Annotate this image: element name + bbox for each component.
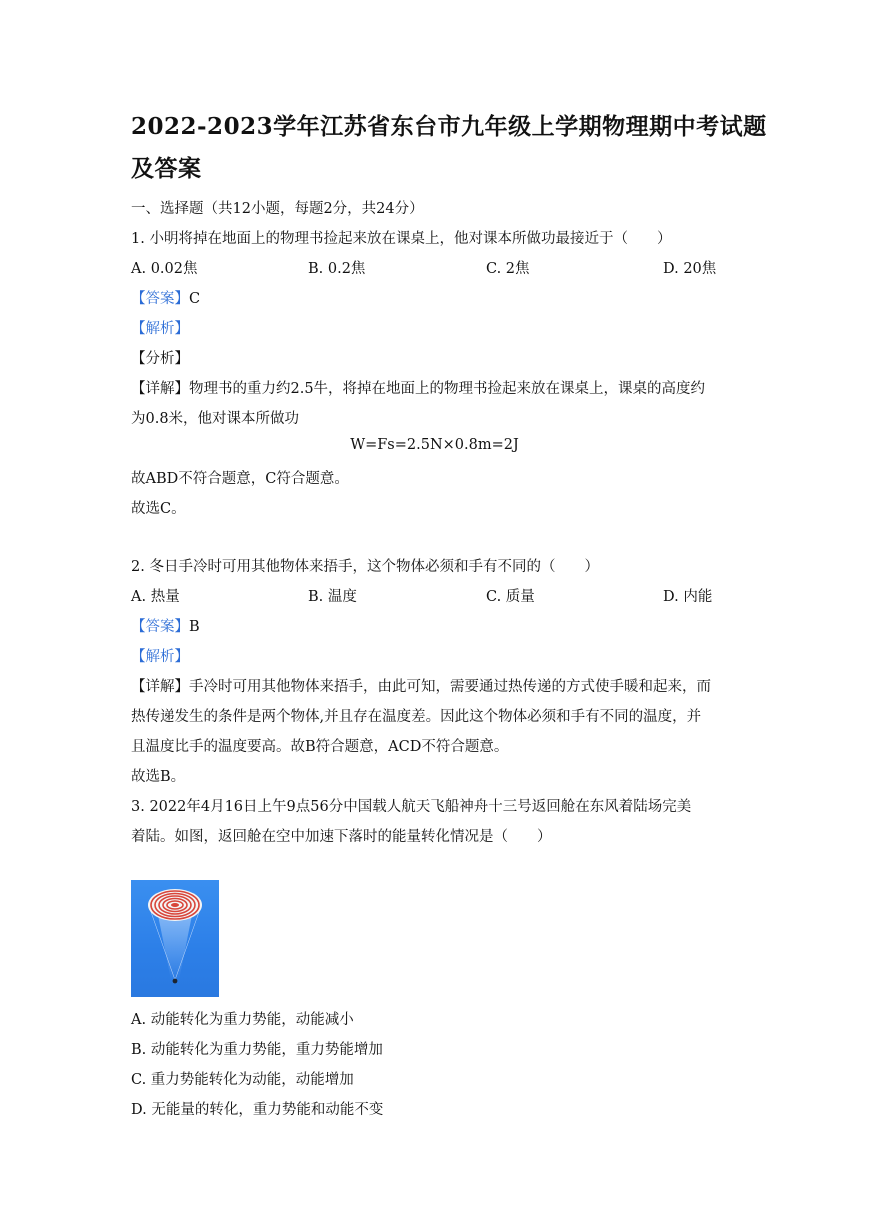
q1-option-d: D. 20焦	[663, 261, 717, 277]
q2-choose: 故选B。	[131, 769, 186, 785]
q3-stem: 着陆。如图，返回舱在空中加速下落时的能量转化情况是（ ）	[131, 829, 552, 845]
q2-option-c: C. 质量	[486, 589, 535, 605]
answer-value: C	[189, 291, 201, 307]
q2-detail-line: 且温度比手的温度要高。故B符合题意，ACD不符合题意。	[131, 739, 509, 755]
parachute-illustration	[131, 880, 219, 997]
q1-detail-line: 为0.8米，他对课本所做功	[131, 411, 300, 427]
q2-analysis-tag: 【解析】	[131, 649, 189, 665]
q3-option-b: B. 动能转化为重力势能，重力势能增加	[131, 1042, 383, 1058]
answer-value: B	[189, 619, 200, 635]
q1-option-c: C. 2焦	[486, 261, 530, 277]
q2-option-d: D. 内能	[663, 589, 713, 605]
parachute-capsule-image	[131, 880, 219, 997]
q1-analysis-tag: 【解析】	[131, 321, 189, 337]
section-heading: 一、选择题（共12小题，每题2分，共24分）	[131, 201, 424, 217]
q1-detail-line: 【详解】物理书的重力约2.5牛，将掉在地面上的物理书捡起来放在课桌上，课桌的高度约	[131, 381, 706, 397]
q2-answer	[131, 615, 200, 636]
q1-fenxi-tag: 【分析】	[131, 351, 189, 367]
q3-option-d: D. 无能量的转化，重力势能和动能不变	[131, 1102, 384, 1118]
q2-detail-line: 热传递发生的条件是两个物体,并且存在温度差。因此这个物体必须和手有不同的温度，并	[131, 709, 702, 725]
answer-tag: 【答案】	[131, 619, 189, 635]
q2-option-a: A. 热量	[131, 589, 180, 605]
q1-formula: W=Fs=2.5N×0.8m=2J	[350, 437, 519, 453]
q1-answer	[131, 287, 200, 308]
q1-choose: 故选C。	[131, 501, 186, 517]
answer-tag: 【答案】	[131, 291, 189, 307]
page-title-continued: 及答案	[131, 155, 202, 182]
q1-option-a: A. 0.02焦	[131, 261, 198, 277]
q1-detail-line: 故ABD不符合题意，C符合题意。	[131, 471, 349, 487]
page-title: 2022-2023学年江苏省东台市九年级上学期物理期中考试题	[131, 113, 767, 140]
q3-option-a: A. 动能转化为重力势能，动能减小	[131, 1012, 354, 1028]
q3-option-c: C. 重力势能转化为动能，动能增加	[131, 1072, 354, 1088]
q2-detail-line: 【详解】手冷时可用其他物体来捂手，由此可知，需要通过热传递的方式使手暖和起来，而	[131, 679, 711, 695]
q2-stem: 2. 冬日手冷时可用其他物体来捂手，这个物体必须和手有不同的（ ）	[131, 559, 599, 575]
q2-option-b: B. 温度	[308, 589, 357, 605]
q1-option-b: B. 0.2焦	[308, 261, 366, 277]
q3-stem: 3. 2022年4月16日上午9点56分中国载人航天飞船神舟十三号返回舱在东风着陆场完美	[131, 799, 692, 815]
q1-stem: 1. 小明将掉在地面上的物理书捡起来放在课桌上，他对课本所做功最接近于（ ）	[131, 231, 672, 247]
